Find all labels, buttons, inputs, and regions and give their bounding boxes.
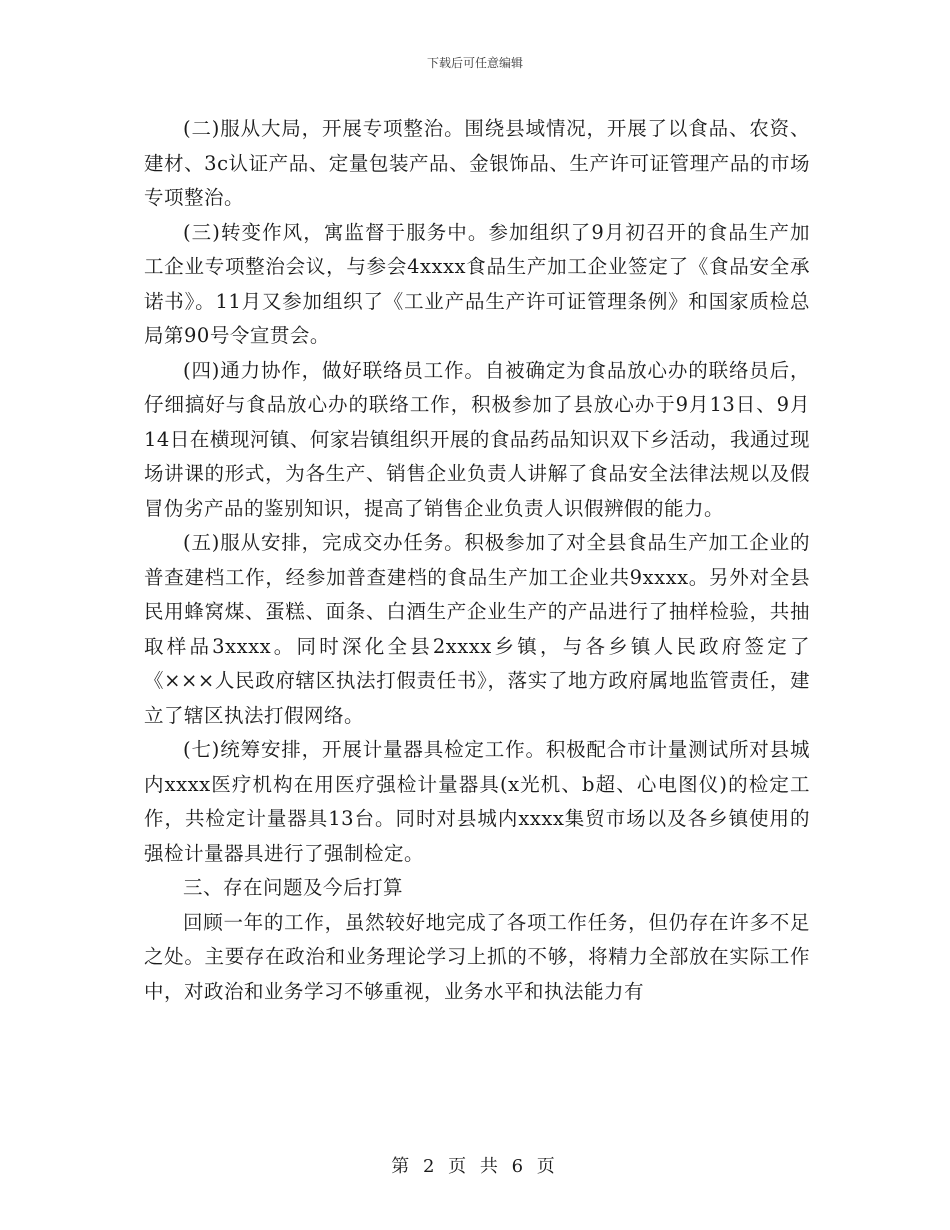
paragraph-review: 回顾一年的工作，虽然较好地完成了各项工作任务，但仍存在许多不足之处。主要存在政治和业务理论学习上抓的不够，将精力全部放在实际工作中，对政治和业务学习不够重视，业务水平和执法能力有 [144,910,810,1003]
document-body [144,112,810,1009]
paragraph-liaison-work: (四)通力协作，做好联络员工作。自被确定为食品放心办的联络员后，仔细搞好与食品放心办的联络工作，积极参加了县放心办于9月13日、9月14日在横现河镇、何家岩镇组织开展的食品药品知识双下乡活动，我通过现场讲课的形式，为各生产、销售企业负责人讲解了食品安全法律法规以及假冒伪劣产品的鉴别知识，提高了销售企业负责人识假辨假的能力。 [144,358,810,520]
paragraph-metrology-verification: (七)统筹安排，开展计量器具检定工作。积极配合市计量测试所对县城内xxxx医疗机构在用医疗强检计量器具(x光机、b超、心电图仪)的检定工作，共检定计量器具13台。同时对县城内xxxx集贸市场以及各乡镇使用的强检计量器具进行了强制检定。 [144,738,810,865]
paragraph-assigned-tasks: (五)服从安排，完成交办任务。积极参加了对全县食品生产加工企业的普查建档工作，经参加普查建档的食品生产加工企业共9xxxx。另外对全县民用蜂窝煤、蛋糕、面条、白酒生产企业生产的产品进行了抽样检验，共抽取样品3xxxx。同时深化全县2xxxx乡镇，与各乡镇人民政府签定了《×××人民政府辖区执法打假责任书》，落实了地方政府属地监管责任，建立了辖区执法打假网络。 [144,531,810,727]
page-number-footer: 第 2 页 共 6 页 [391,1156,559,1177]
page-header: 下载后可任意编辑 [426,56,523,70]
paragraph-style-change: (三)转变作风，寓监督于服务中。参加组织了9月初召开的食品生产加工企业专项整治会议，与参会4xxxx食品生产加工企业签定了《食品安全承诺书》。11月又参加组织了《工业产品生产许可证管理条例》和国家质检总局第90号令宣贯会。 [144,220,810,347]
section-heading-problems-plans: 三、存在问题及今后打算 [183,876,404,899]
paragraph-special-rectification: (二)服从大局，开展专项整治。围绕县域情况，开展了以食品、农资、建材、3c认证产品、定量包装产品、金银饰品、生产许可证管理产品的市场专项整治。 [144,117,810,209]
